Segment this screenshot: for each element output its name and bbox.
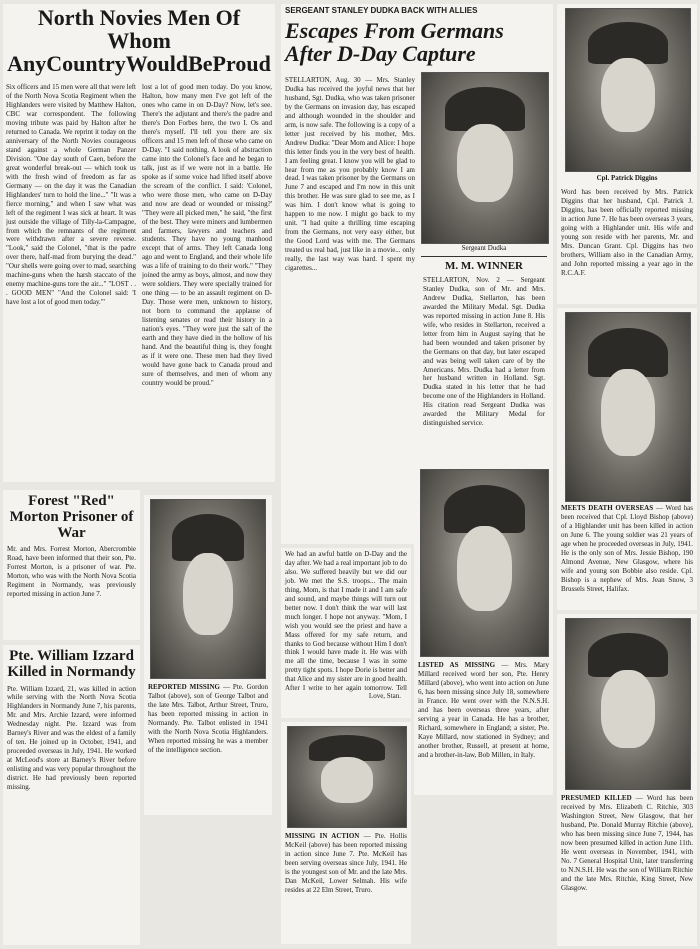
article-millard: LISTED AS MISSING — Mrs. Mary Millard received word her son, Pte. Henry Millard (above), who went into action on June 6, has been missing since July 18, somewhere in France. He went over with the N.N.S.H. and has been overseas three years, after serving a year in Canada. He has a brother, Richard, somewhere in England; a sister, Pte. Kaye Millard, now stationed in Sydney; and another brother, Russell, at present at home, and a brother-in-law, Bob Millen, in Italy. [414,465,553,795]
article-diggins [557,4,697,304]
headline-north-novies: North Novies Men Of Whom AnyCountryWouldBeProud [7,5,271,77]
article-izzard [3,645,140,945]
photo-bishop [565,312,691,502]
headline-bishop: MEETS DEATH OVERSEAS [561,504,654,512]
article-dudka-letter [281,548,411,718]
article-morton [3,490,140,640]
body-dudka-letter: We had an awful battle on D-Day and the day after. We had a real important job to do also. We suffered heavily but we did our job. We met the S.S. troops... The main thing, Mom, is that I made it and I am safe and sound, and maybe things will turn out better now. I don't think the war will last much longer. I hope not anyway. "Mom, I wish you would see the priest and have a Mass offered for my safe return, and thanks to God because without Him I don't think I would have made it. He was with me all the time, because I was in some pretty tight spots. I hope Dorie is better and that Alice and my sister are in good health. After I write to her again tomorrow. Tell [285,550,407,692]
photo-dudka [421,72,549,244]
headline-millard: LISTED AS MISSING [418,661,496,669]
body-talbot: Pte. Gordon Talbot (above), son of George Talbot and the late Mrs. Talbot, Arthur Street, Truro, has been reported missing in action in Normandy. Pte. Talbot enlisted in 1941 with the North Nova Scotia Highlanders. When reported missing he was a member of the intelligence section. [148,683,268,754]
photo-talbot [150,499,266,679]
article-north-novies [3,4,275,482]
body-diggins: Word has been received by Mrs. Patrick Diggins that her husband, Cpl. Patrick J. Diggins, has been officially reported missing in action June 7. He has been overseas 3 years, going with a Highlander unit. His wife and young son reside with her parents, Mr. and Mrs. Duncan Grant. Cpl. Diggins has two brothers, William also in the Canadian Army, and John reported missing a year ago in the R.C.A.F. [561,188,693,277]
photo-mckeil [287,726,407,828]
headline-dudka: Escapes From Germans After D-Day Capture [285,18,504,67]
body-north-novies-a: Six officers and 15 men were all that were left of the North Nova Scotia Regiment when the Highlanders were visited by Matthew Halton, CBC war correspondent. The following moving tribute was paid by Halton after he returned to Canada. We reprint it today on the anniversary of the North Novies courageous stand against a whole German Panzer Division. "One day south of Caen, before the great wonderful break-out — which took us with the fresh wind of freedom as far as Germany — on the day it was the Canadian Highlanders' turn to hold the line..." "It was a fierce morning," and when I saw what was left of the regiment I was sick at heart. It was just outside the village of Tilly-la-Campagne, from which the remnants of the regiment were withdrawn after a severe reverse. "Look," said the Colonel, "that is the padre over there, half-mad from burying the dead." "Our shells were going over to mad, searching machine-guns when the harsh staccato of the enemy machine-guns tore the air..." "LOST . . . GOOD MEN" "And the Colonel said: 'I have lost a lot of good men today.'" [6,83,136,307]
headline-izzard: Pte. William Izzard Killed in Normandy [7,648,136,680]
article-mckeil: MISSING IN ACTION — Pte. Hollis McKeil (above) has been reported missing in action since June 7. Pte. McKeil has been serving overseas since July, 1941. He is the youngest son of Mr. and the late Mrs. Dan McKeil, Lower Selmah. His wife resides at 22 Elm Street, Truro. [281,722,411,944]
body-izzard: Pte. William Izzard, 21, was killed in action while serving with the North Nova Scotia Highlanders in Normandy June 7, his parents, Mr. and Mrs. Archie Izzard, were informed Wednesday night. Pte. Izzard was from Barney's River and was the eldest of a family of ten. He joined up in October, 1941, and proceeded overseas in July, 1941. He worked at McLeod's store at Barney's River before enlisting and was very popular throughout the district. He had previously been reported missing. [7,684,136,791]
photo-ritchie [565,618,691,790]
headline-winner: M. M. WINNER [444,260,523,272]
headline-talbot: REPORTED MISSING [148,683,220,691]
article-dudka [281,4,553,544]
body-winner: STELLARTON, Nov. 2 — Sergeant Stanley Dudka, son of Mr. and Mrs. Andrew Dudka, Stellarton, has been awarded the Military Medal. Sgt. Dudka was reported missing in action June 8. His wife, who resides in Stellarton, received a letter from him in August saying that he had been wounded and taken prisoner by the Germans on that day, but later escaped and was being well taken care of by the Americans. Mrs. Dudka had a letter from her husband written in Holland. Sgt. Dudka stated in his letter that he had become one of the Highlanders in Holland. His citation read Sergeant Dudka was awarded the Military Medal for distinguished service. [423,276,545,428]
caption-dudka: Sergeant Dudka [461,244,507,252]
article-bishop: MEETS DEATH OVERSEAS — Word has been received that Cpl. Lloyd Bishop (above) of a Highlander unit has been killed in action on June 6. The young soldier was 21 years of age when he proceeded overseas in July, 1941. He is the only son of Mrs. Jessie Bishop, 190 Almond Avenue, New Glasgow, where his wife and young son Bobbie also reside. Cpl. Bishop is a nephew of Mrs. Jean Snow, 3 Brussels Street, Halifax. [557,308,697,610]
body-ritchie: Word has been received by Mrs. Elizabeth C. Ritchie, 303 Washington Street, New Glasgow, that her husband, Pte. Donald Murray Ritchie (above), who has been missing since June 7, 1944, has now been presumed killed in action June 11th. He went overseas in November, 1941, with No. 7 General Hospital Unit, later transferring to N.N.S.H. He was the son of William Ritchie and the late Mrs. Ritchie, King Street, New Glasgow. [561,794,693,892]
headline-mckeil: MISSING IN ACTION [285,832,360,840]
body-north-novies-b: lost a lot of good men today. Do you know, Halton, how many men I've got left of the ones who came in on D-Day? Now, let's see. There's the adjutant and there's the padre and there's Don Forbes here, the two I. Os and there's myself. I'll tell you there are six officers and 15 men left of those who came on D-Day. "I said nothing. A look of abstraction came into the Colonel's face and he began to talk, just as if we were not in a battle. He spoke as if some voice had lifted itself above the scream of the conflict. I said: 'Colonel, who were those men, who came on D-Day and now are dead or wounded or missing?' "They were all picked men," he said, "the first of the best. They were miners and lumbermen and farmers, lawyers and teachers and students. They have no young manhood except that of arms. They left Canada long ago and went to England, and their whole life was a life of training to do their work." "They joined the army as boys, almost, and now they were soldiers. They were specially trained for one thing — to be an assault regiment on D-Day. Those were men, unknown to history, not born to command the applause of listening senates or read their history in a nation's eyes. "They were just the salt of the earth and they have died in the hollow of his hand. And the beautiful thing is, they fought as if it were one. These men had they lived would have gone back to Canada proud and sure of themselves, and men of whom any country would be proud." [142,83,272,387]
kicker-dudka: SERGEANT STANLEY DUDKA BACK WITH ALLIES [285,6,478,15]
sign-dudka-letter: Love, Stan. [368,692,401,700]
body-millard: Mrs. Mary Millard received word her son, Pte. Henry Millard (above), who went into action on June 6, has been missing since July 18, somewhere in France. He went over with the N.N.S.H. and has been overseas three years, after serving a year in Canada. He has a brother, Richard, somewhere in England; a sister, Pte. Kaye Millard, now stationed in Sydney; and another brother, Russell, at present at home, and a brother-in-law, Bob Millen, in Italy. [418,661,549,759]
body-bishop: Word has been received that Cpl. Lloyd Bishop (above) of a Highlander unit has been killed in action on June 6. The young soldier was 21 years of age when he proceeded overseas in July, 1941. He is the only son of Mrs. Jessie Bishop, 190 Almond Avenue, New Glasgow, where his wife and young son Bobbie also reside. Cpl. Bishop is a nephew of Mrs. Jean Snow, 3 Brussels Street, Halifax. [561,504,693,593]
headline-ritchie: PRESUMED KILLED [561,794,632,802]
body-dudka: STELLARTON, Aug. 30 — Mrs. Stanley Dudka has received the joyful news that her husband, Sgt. Dudka, who was taken prisoner by the Germans on invasion day, has escaped and although wounded in the shoulder and arm, is now safe. The following is a copy of a letter just received by his mother, Mrs. Andrew Dudka: "Dear Mom and Alice: I hope this letter finds you in the very best of health. I am feeling great. I know you will be glad to hear from me as you probably know I am dead. I was taken prisoner by the Germans on June 7 and escaped and I'm now in this unit this brother. He was sure glad to see me, as I was him. I don't know what is going to happen to me now. I might go back to my unit. "I had quite a thrilling time escaping from the Germans, not very easy either, but the Good Lord was with me. The Germans treated us real bad, just like in a movie... only really, the last way was hard. I spent my cigarettes... [285,76,415,273]
caption-diggins: Cpl. Patrick Diggins [596,174,658,182]
photo-diggins [565,8,691,172]
photo-millard [420,469,549,657]
body-mckeil: Pte. Hollis McKeil (above) has been reported missing in action since June 7. Pte. McKeil has been serving overseas since July, 1941. He is the youngest son of Mr. and the late Mrs. Dan McKeil, Lower Selmah. His wife resides at 22 Elm Street, Truro. [285,832,407,894]
headline-morton: Forest "Red" Morton Prisoner of War [9,493,134,541]
article-talbot: REPORTED MISSING — Pte. Gordon Talbot (above), son of George Talbot and the late Mrs. Talbot, Arthur Street, Truro, has been reported missing in action in Normandy. Pte. Talbot enlisted in 1941 with the North Nova Scotia Highlanders. When reported missing he was a member of the intelligence section. [144,495,272,815]
article-ritchie: PRESUMED KILLED — Word has been received by Mrs. Elizabeth C. Ritchie, 303 Washington Street, New Glasgow, that her husband, Pte. Donald Murray Ritchie (above), who has been missing since June 7, 1944, has now been presumed killed in action June 11th. He went overseas in November, 1941, with No. 7 General Hospital Unit, later transferring to N.N.S.H. He was the son of William Ritchie and the late Mrs. Ritchie, King Street, New Glasgow. [557,614,697,946]
body-morton: Mr. and Mrs. Forrest Morton, Abercrombie Road, have been informed that their son, Pte. Forrest Morton, is a prisoner of war. Pte. Morton, who was with the North Nova Scotia Regiment in Normandy, was previously reported missing in action June 7. [7,545,136,599]
